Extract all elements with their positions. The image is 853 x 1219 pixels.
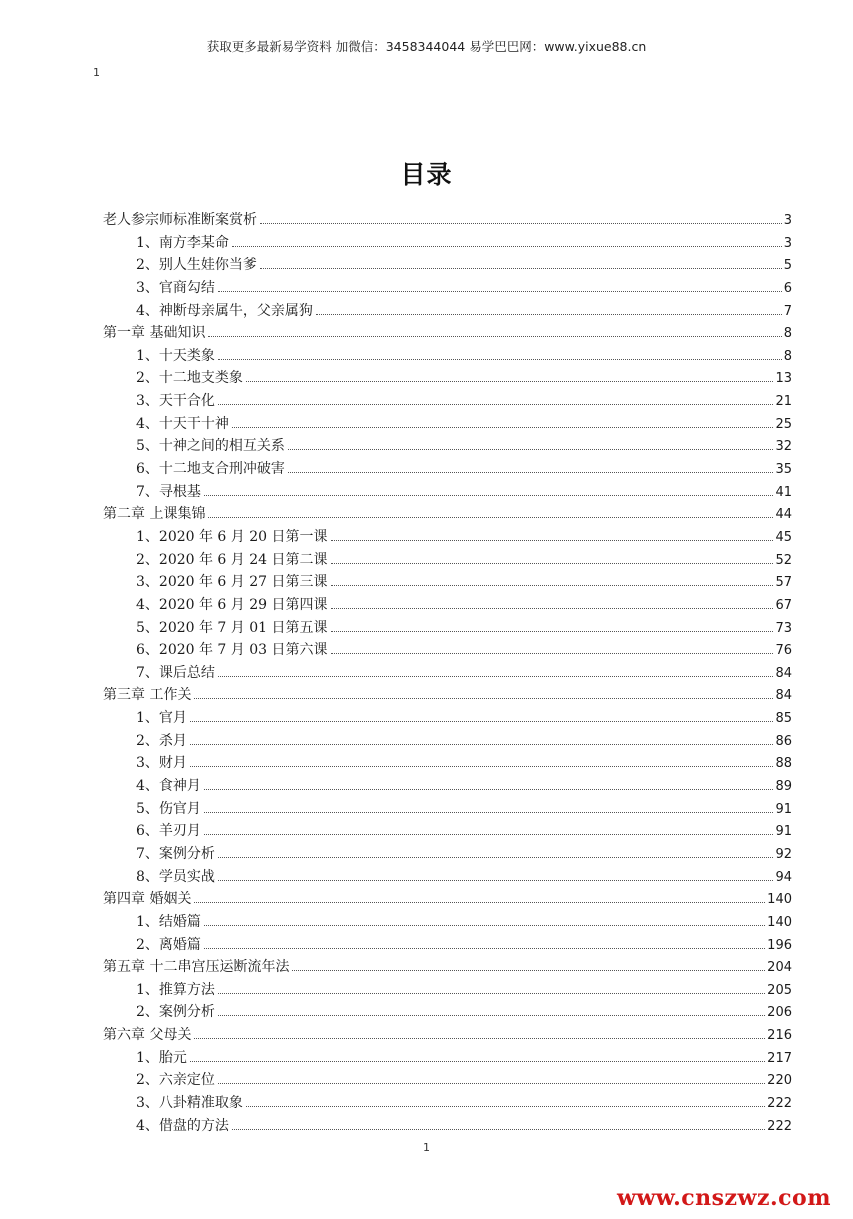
toc-entry-label: 7、寻根基 — [136, 483, 201, 500]
toc-entry-label: 3、八卦精准取象 — [136, 1094, 243, 1111]
toc-entry-page: 13 — [775, 371, 792, 387]
toc-dot-leader — [331, 585, 774, 586]
toc-entry-page: 216 — [767, 1028, 792, 1044]
toc-subentry[interactable] — [103, 481, 792, 504]
toc-entry-page: 3 — [783, 213, 792, 228]
toc-dot-leader — [190, 1061, 765, 1062]
toc-dot-leader — [232, 1129, 765, 1130]
toc-entry-label: 2、十二地支类象 — [136, 370, 243, 387]
toc-entry-label: 3、天干合化 — [136, 393, 215, 410]
toc-dot-leader — [194, 698, 773, 699]
toc-dot-leader — [260, 268, 782, 269]
toc-subentry[interactable] — [103, 390, 792, 413]
toc-subentry[interactable] — [103, 277, 792, 300]
toc-entry-page: 91 — [775, 824, 792, 840]
toc-entry-label: 1、推算方法 — [136, 981, 215, 998]
toc-dot-leader — [288, 449, 774, 450]
toc-entry-page: 140 — [767, 914, 792, 930]
toc-entry-label: 第一章 基础知识 — [103, 325, 206, 342]
page-number-top: 1 — [93, 66, 100, 79]
toc-entry-label: 2、离婚篇 — [136, 936, 201, 953]
toc-entry-label: 第三章 工作关 — [103, 687, 192, 704]
toc-entry-page: 206 — [767, 1005, 792, 1021]
toc-entry-page: 84 — [775, 688, 792, 704]
toc-entry-page: 44 — [775, 507, 792, 523]
toc-entry-page: 67 — [775, 597, 792, 613]
toc-entry-label: 4、十天干十神 — [136, 415, 229, 432]
toc-entry-label: 1、十天类象 — [136, 347, 215, 364]
toc-entry-page: 7 — [783, 303, 792, 319]
toc-entry-page: 35 — [775, 462, 792, 478]
toc-subentry[interactable] — [103, 707, 792, 730]
toc-dot-leader — [204, 789, 774, 790]
toc-dot-leader — [218, 291, 782, 292]
toc-dot-leader — [190, 721, 774, 722]
toc-subentry[interactable] — [103, 1069, 792, 1092]
toc-subentry[interactable] — [103, 232, 792, 255]
toc-entry-label: 4、食神月 — [136, 778, 201, 795]
toc-dot-leader — [331, 653, 774, 654]
toc-entry-label: 5、伤官月 — [136, 800, 201, 817]
toc-dot-leader — [316, 314, 782, 315]
toc-dot-leader — [190, 744, 774, 745]
toc-dot-leader — [204, 495, 774, 496]
page-number-bottom: 1 — [423, 1141, 430, 1154]
toc-entry-label: 4、2020 年 6 月 29 日第四课 — [136, 596, 328, 613]
toc-dot-leader — [246, 381, 774, 382]
toc-dot-leader — [218, 1015, 765, 1016]
toc-chapter-entry[interactable] — [103, 956, 792, 979]
toc-subentry[interactable] — [103, 594, 792, 617]
toc-entry-label: 7、课后总结 — [136, 664, 215, 681]
toc-entry-label: 老人参宗师标准断案赏析 — [103, 212, 257, 228]
toc-entry-label: 第四章 婚姻关 — [103, 891, 192, 908]
toc-dot-leader — [204, 925, 765, 926]
toc-chapter-entry[interactable] — [103, 888, 792, 911]
toc-entry-label: 1、胎元 — [136, 1049, 187, 1066]
toc-subentry[interactable] — [103, 254, 792, 277]
toc-entry-label: 1、南方李某命 — [136, 234, 229, 251]
toc-entry-page: 76 — [775, 643, 792, 659]
toc-subentry[interactable] — [103, 820, 792, 843]
toc-entry-page: 196 — [767, 937, 792, 953]
toc-chapter-entry[interactable] — [103, 209, 792, 232]
toc-entry-page: 88 — [775, 756, 792, 772]
toc-subentry[interactable] — [103, 752, 792, 775]
toc-entry-page: 57 — [775, 575, 792, 591]
toc-dot-leader — [194, 1038, 765, 1039]
toc-dot-leader — [218, 1083, 765, 1084]
toc-entry-page: 45 — [775, 529, 792, 545]
toc-subentry[interactable] — [103, 526, 792, 549]
toc-entry-label: 6、2020 年 7 月 03 日第六课 — [136, 642, 328, 659]
toc-entry-page: 85 — [775, 711, 792, 727]
toc-subentry[interactable] — [103, 843, 792, 866]
toc-entry-label: 第二章 上课集锦 — [103, 506, 206, 523]
toc-subentry[interactable] — [103, 775, 792, 798]
toc-dot-leader — [204, 812, 774, 813]
toc-entry-page: 25 — [775, 416, 792, 432]
toc-dot-leader — [218, 404, 774, 405]
toc-entry-label: 7、案例分析 — [136, 845, 215, 862]
toc-entry-page: 222 — [767, 1118, 792, 1134]
toc-subentry[interactable] — [103, 367, 792, 390]
toc-subentry[interactable] — [103, 300, 792, 323]
toc-dot-leader — [218, 857, 774, 858]
toc-subentry[interactable] — [103, 413, 792, 436]
toc-dot-leader — [190, 766, 774, 767]
toc-dot-leader — [331, 608, 774, 609]
toc-dot-leader — [208, 517, 773, 518]
toc-entry-page: 89 — [775, 779, 792, 795]
toc-subentry[interactable] — [103, 458, 792, 481]
toc-chapter-entry[interactable] — [103, 503, 792, 526]
toc-dot-leader — [292, 970, 765, 971]
toc-dot-leader — [208, 336, 781, 337]
toc-entry-page: 86 — [775, 733, 792, 749]
toc-entry-label: 3、2020 年 6 月 27 日第三课 — [136, 574, 328, 591]
toc-entry-label: 1、结婚篇 — [136, 913, 201, 930]
toc-subentry[interactable] — [103, 662, 792, 685]
toc-entry-label: 3、财月 — [136, 755, 187, 772]
table-of-contents — [103, 209, 792, 1137]
toc-subentry[interactable] — [103, 979, 792, 1002]
toc-subentry[interactable] — [103, 1047, 792, 1070]
toc-entry-page: 92 — [775, 846, 792, 862]
toc-dot-leader — [288, 472, 774, 473]
toc-subentry[interactable] — [103, 571, 792, 594]
toc-entry-label: 2、杀月 — [136, 732, 187, 749]
toc-entry-label: 8、学员实战 — [136, 868, 215, 885]
toc-subentry[interactable] — [103, 798, 792, 821]
toc-dot-leader — [331, 563, 774, 564]
toc-entry-page: 3 — [783, 235, 792, 251]
toc-entry-label: 4、神断母亲属牛，父亲属狗 — [136, 302, 313, 319]
toc-entry-label: 1、官月 — [136, 710, 187, 727]
toc-entry-page: 41 — [775, 484, 792, 500]
toc-entry-label: 3、官商勾结 — [136, 279, 215, 296]
toc-entry-label: 6、羊刃月 — [136, 823, 201, 840]
toc-subentry[interactable] — [103, 617, 792, 640]
toc-subentry[interactable] — [103, 934, 792, 957]
toc-entry-page: 73 — [775, 620, 792, 636]
toc-entry-page: 84 — [775, 665, 792, 681]
toc-dot-leader — [218, 676, 774, 677]
toc-dot-leader — [260, 223, 782, 224]
page-header: 获取更多最新易学资料 加微信：3458344044 易学巴巴网：www.yixue88.cn — [206, 39, 647, 54]
toc-entry-label: 5、2020 年 7 月 01 日第五课 — [136, 619, 328, 636]
toc-entry-page: 94 — [775, 869, 792, 885]
page-title: 目录 — [400, 160, 453, 189]
toc-entry-label: 第五章 十二串宫压运断流年法 — [103, 959, 290, 976]
toc-entry-label: 2、别人生娃你当爹 — [136, 257, 257, 274]
toc-dot-leader — [204, 948, 765, 949]
toc-subentry[interactable] — [103, 1001, 792, 1024]
toc-entry-label: 4、借盘的方法 — [136, 1117, 229, 1134]
toc-dot-leader — [194, 902, 765, 903]
toc-entry-page: 217 — [767, 1050, 792, 1066]
toc-entry-label: 6、十二地支合刑冲破害 — [136, 461, 285, 478]
toc-entry-label: 第六章 父母关 — [103, 1027, 192, 1044]
toc-entry-label: 5、十神之间的相互关系 — [136, 438, 285, 455]
toc-dot-leader — [218, 359, 782, 360]
toc-chapter-entry[interactable] — [103, 684, 792, 707]
toc-dot-leader — [232, 246, 782, 247]
toc-entry-page: 32 — [775, 439, 792, 455]
toc-subentry[interactable] — [103, 1092, 792, 1115]
toc-entry-page: 222 — [767, 1095, 792, 1111]
toc-entry-label: 2、六亲定位 — [136, 1072, 215, 1089]
toc-entry-page: 5 — [783, 258, 792, 274]
toc-dot-leader — [331, 631, 774, 632]
toc-entry-page: 6 — [783, 280, 792, 296]
toc-dot-leader — [331, 540, 774, 541]
toc-subentry[interactable] — [103, 345, 792, 368]
toc-chapter-entry[interactable] — [103, 322, 792, 345]
toc-subentry[interactable] — [103, 911, 792, 934]
toc-entry-page: 8 — [783, 326, 792, 342]
toc-dot-leader — [204, 834, 774, 835]
toc-entry-label: 2、案例分析 — [136, 1004, 215, 1021]
toc-dot-leader — [246, 1106, 765, 1107]
toc-subentry[interactable] — [103, 639, 792, 662]
toc-dot-leader — [218, 993, 765, 994]
toc-entry-page: 140 — [767, 892, 792, 908]
toc-entry-label: 1、2020 年 6 月 20 日第一课 — [136, 528, 328, 545]
toc-subentry[interactable] — [103, 435, 792, 458]
toc-subentry[interactable] — [103, 866, 792, 889]
toc-dot-leader — [218, 880, 774, 881]
toc-subentry[interactable] — [103, 1115, 792, 1138]
watermark: www.cnszwz.com — [617, 1185, 831, 1211]
toc-entry-page: 204 — [767, 960, 792, 976]
toc-entry-page: 205 — [767, 982, 792, 998]
toc-dot-leader — [232, 427, 774, 428]
toc-chapter-entry[interactable] — [103, 1024, 792, 1047]
toc-entry-page: 52 — [775, 552, 792, 568]
toc-subentry[interactable] — [103, 549, 792, 572]
toc-entry-label: 2、2020 年 6 月 24 日第二课 — [136, 551, 328, 568]
toc-entry-page: 220 — [767, 1073, 792, 1089]
toc-entry-page: 21 — [775, 394, 792, 410]
toc-entry-page: 8 — [783, 348, 792, 364]
toc-subentry[interactable] — [103, 730, 792, 753]
toc-entry-page: 91 — [775, 801, 792, 817]
